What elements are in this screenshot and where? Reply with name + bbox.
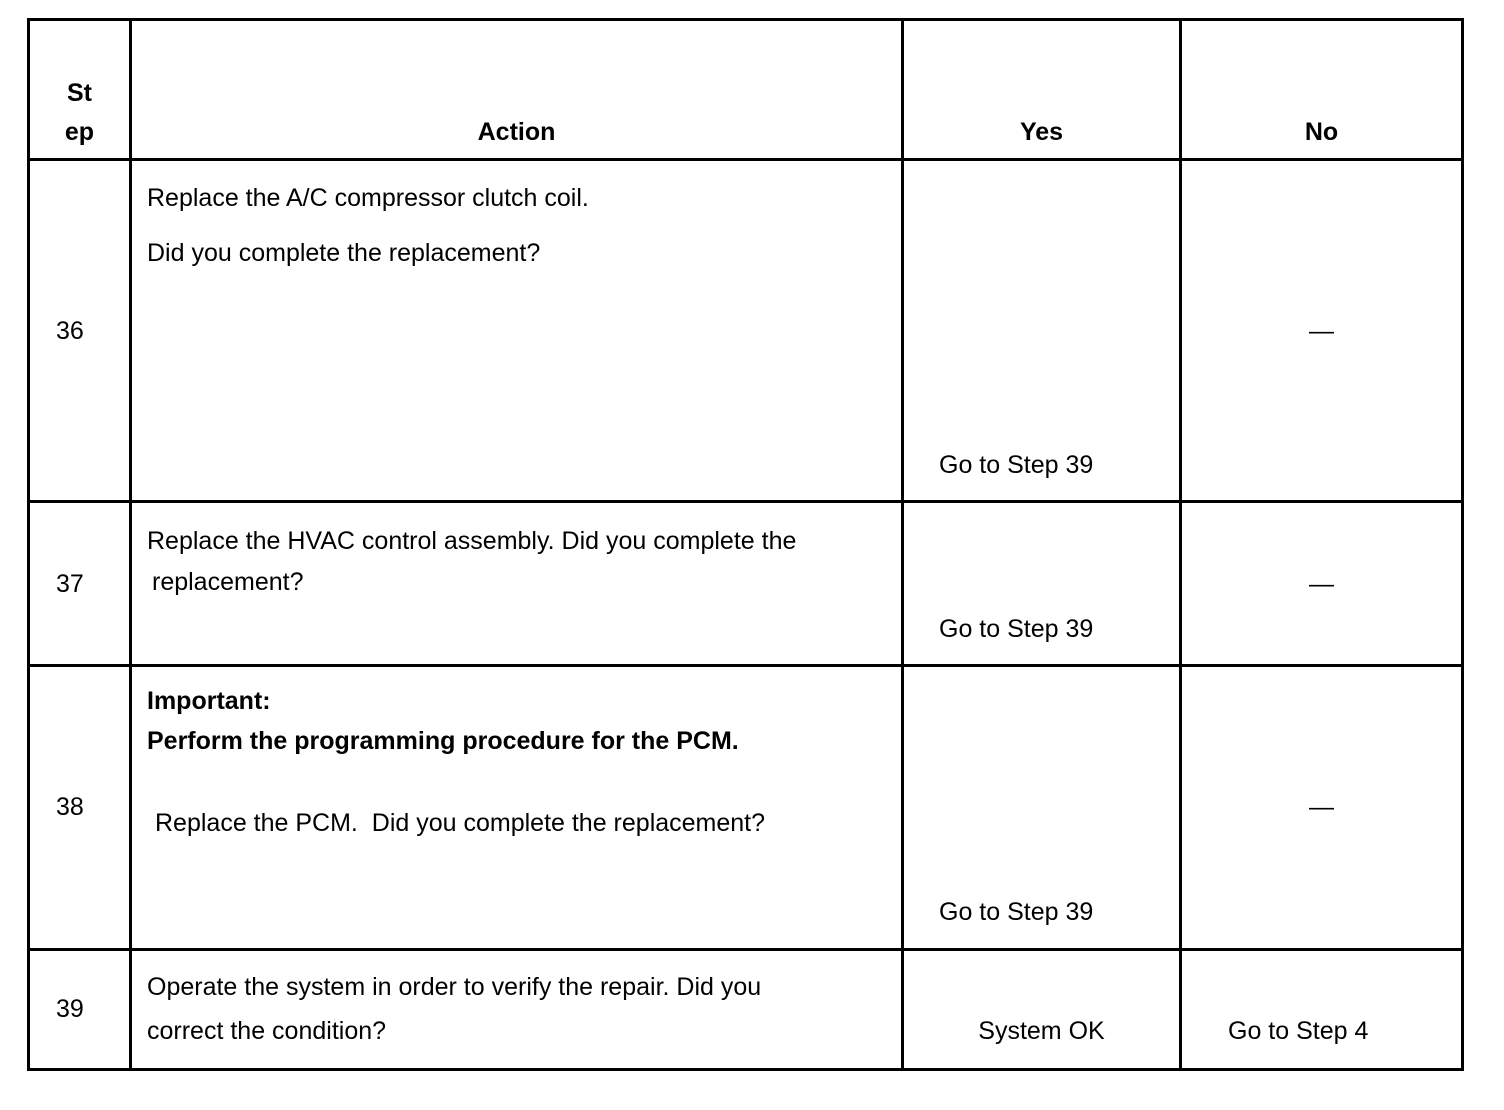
row-divider: [27, 500, 1464, 503]
action-text: correct the condition?: [147, 1017, 387, 1045]
table-border-right: [1461, 18, 1464, 1071]
header-yes: Yes: [1019, 118, 1064, 146]
column-divider: [1179, 18, 1182, 1071]
table-border-left: [27, 18, 30, 1071]
no-result: Go to Step 4: [1228, 1017, 1369, 1045]
diagnostic-table: [27, 18, 1464, 1071]
header-divider: [27, 158, 1464, 161]
no-result: —: [1309, 317, 1334, 345]
step-number: 36: [56, 317, 84, 345]
no-result: —: [1309, 793, 1334, 821]
action-text: Replace the PCM. Did you complete the replacement?: [155, 809, 766, 837]
header-step-line2: ep: [64, 118, 95, 146]
important-note: Perform the programming procedure for the PCM.: [147, 727, 739, 755]
step-number: 39: [56, 995, 84, 1023]
yes-result: Go to Step 39: [939, 451, 1094, 479]
column-divider: [901, 18, 904, 1071]
step-number: 38: [56, 793, 84, 821]
header-no: No: [1304, 118, 1339, 146]
table-border-bottom: [27, 1068, 1464, 1071]
action-text: Did you complete the replacement?: [147, 239, 541, 267]
action-text: Operate the system in order to verify the repair. Did you: [147, 973, 762, 1001]
row-divider: [27, 948, 1464, 951]
header-step-line1: St: [67, 79, 92, 107]
action-text: replacement?: [152, 568, 304, 596]
yes-result: Go to Step 39: [939, 615, 1094, 643]
header-step: [30, 78, 129, 147]
important-label: Important:: [147, 687, 271, 715]
column-divider: [129, 18, 132, 1071]
yes-result: Go to Step 39: [939, 898, 1094, 926]
action-text: Replace the A/C compressor clutch coil.: [147, 184, 589, 212]
header-action: Action: [477, 118, 556, 146]
row-divider: [27, 664, 1464, 667]
no-result: —: [1309, 570, 1334, 598]
step-number: 37: [56, 570, 84, 598]
yes-result: System OK: [978, 1017, 1105, 1045]
action-text: Replace the HVAC control assembly. Did you complete the: [147, 527, 797, 555]
table-border-top: [27, 18, 1464, 21]
